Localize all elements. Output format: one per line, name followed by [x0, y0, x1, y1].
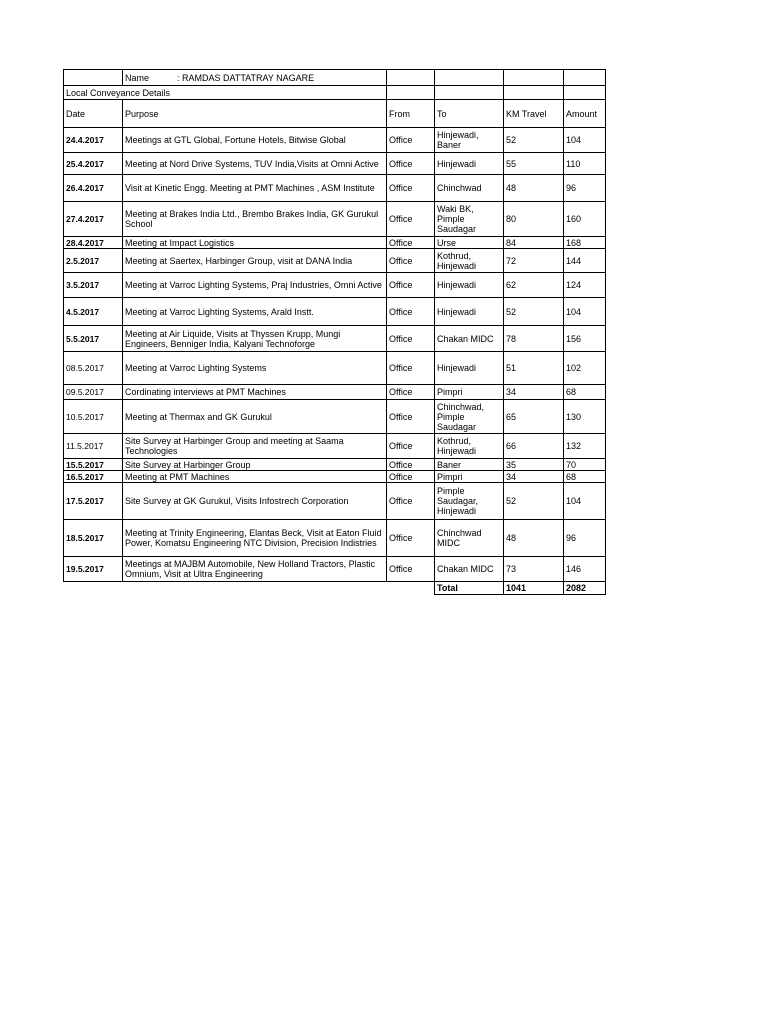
row-amount: 68 [564, 471, 606, 483]
column-header: Purpose [123, 100, 387, 128]
row-amount: 104 [564, 298, 606, 326]
row-to: Pimpri [435, 385, 504, 400]
row-from: Office [387, 128, 435, 153]
row-date: 24.4.2017 [64, 128, 123, 153]
row-km: 55 [504, 153, 564, 175]
row-to: Chakan MIDC [435, 557, 504, 582]
row-to: Pimple Saudagar, Hinjewadi [435, 483, 504, 520]
column-header: Date [64, 100, 123, 128]
row-to: Urse [435, 237, 504, 249]
table-row [64, 385, 606, 400]
row-to: Hinjewadi [435, 352, 504, 385]
total-km: 1041 [504, 582, 564, 595]
row-from: Office [387, 249, 435, 273]
total-label: Total [435, 582, 504, 595]
table-row [64, 202, 606, 237]
row-amount: 96 [564, 520, 606, 557]
row-amount: 70 [564, 459, 606, 471]
table-row [64, 471, 606, 483]
row-date: 5.5.2017 [64, 326, 123, 352]
row-purpose: Meeting at Varroc Lighting Systems, Arald Instt. [123, 298, 387, 326]
row-date: 08.5.2017 [64, 352, 123, 385]
row-amount: 102 [564, 352, 606, 385]
row-amount: 168 [564, 237, 606, 249]
row-purpose: Meetings at MAJBM Automobile, New Holland Tractors, Plastic Omnium, Visit at Ultra Engineering [123, 557, 387, 582]
table-row [64, 434, 606, 459]
row-amount: 130 [564, 400, 606, 434]
table-row [64, 483, 606, 520]
table-row [64, 153, 606, 175]
column-header-row [64, 100, 606, 128]
row-date: 09.5.2017 [64, 385, 123, 400]
section-title-row [64, 86, 606, 100]
row-km: 78 [504, 326, 564, 352]
table-row [64, 273, 606, 298]
row-amount: 124 [564, 273, 606, 298]
row-date: 2.5.2017 [64, 249, 123, 273]
row-from: Office [387, 471, 435, 483]
row-km: 62 [504, 273, 564, 298]
row-to: Pimpri [435, 471, 504, 483]
row-km: 52 [504, 298, 564, 326]
row-km: 51 [504, 352, 564, 385]
row-to: Kothrud, Hinjewadi [435, 434, 504, 459]
row-amount: 132 [564, 434, 606, 459]
row-to: Chinchwad MIDC [435, 520, 504, 557]
column-header: From [387, 100, 435, 128]
row-to: Chinchwad [435, 175, 504, 202]
row-amount: 156 [564, 326, 606, 352]
row-to: Waki BK, Pimple Saudagar [435, 202, 504, 237]
row-to: Baner [435, 459, 504, 471]
row-km: 65 [504, 400, 564, 434]
table-row [64, 237, 606, 249]
table-row [64, 400, 606, 434]
row-amount: 104 [564, 483, 606, 520]
row-km: 48 [504, 175, 564, 202]
row-date: 17.5.2017 [64, 483, 123, 520]
table-row [64, 520, 606, 557]
row-date: 26.4.2017 [64, 175, 123, 202]
row-date: 4.5.2017 [64, 298, 123, 326]
table-row [64, 298, 606, 326]
row-to: Chinchwad, Pimple Saudagar [435, 400, 504, 434]
row-purpose: Meeting at Nord Drive Systems, TUV India,Visits at Omni Active [123, 153, 387, 175]
row-purpose: Meeting at Trinity Engineering, Elantas Beck, Visit at Eaton Fluid Power, Komatsu Engineering NTC Division, Precision Indistries [123, 520, 387, 557]
row-purpose: Site Survey at Harbinger Group [123, 459, 387, 471]
conveyance-table [63, 69, 606, 595]
row-km: 72 [504, 249, 564, 273]
column-header: KM Travel [504, 100, 564, 128]
row-purpose: Meeting at Thermax and GK Gurukul [123, 400, 387, 434]
row-to: Hinjewadi [435, 153, 504, 175]
table-row [64, 249, 606, 273]
row-from: Office [387, 202, 435, 237]
row-km: 48 [504, 520, 564, 557]
row-from: Office [387, 273, 435, 298]
table-row [64, 175, 606, 202]
row-km: 34 [504, 385, 564, 400]
row-from: Office [387, 385, 435, 400]
row-km: 52 [504, 483, 564, 520]
row-from: Office [387, 483, 435, 520]
row-km: 35 [504, 459, 564, 471]
total-amount: 2082 [564, 582, 606, 595]
row-from: Office [387, 434, 435, 459]
column-header: Amount [564, 100, 606, 128]
row-date: 10.5.2017 [64, 400, 123, 434]
total-row [64, 582, 606, 595]
row-date: 11.5.2017 [64, 434, 123, 459]
row-to: Hinjewadi [435, 298, 504, 326]
row-km: 73 [504, 557, 564, 582]
row-to: Kothrud, Hinjewadi [435, 249, 504, 273]
row-date: 28.4.2017 [64, 237, 123, 249]
row-purpose: Visit at Kinetic Engg. Meeting at PMT Machines , ASM Institute [123, 175, 387, 202]
row-purpose: Meeting at Varroc Lighting Systems, Praj Industries, Omni Active [123, 273, 387, 298]
row-km: 52 [504, 128, 564, 153]
table-row [64, 459, 606, 471]
employee-name: Name : RAMDAS DATTATRAY NAGARE [123, 70, 387, 86]
row-km: 80 [504, 202, 564, 237]
row-purpose: Meeting at Impact Logistics [123, 237, 387, 249]
row-from: Office [387, 237, 435, 249]
row-amount: 110 [564, 153, 606, 175]
section-title: Local Conveyance Details [64, 86, 387, 100]
row-from: Office [387, 298, 435, 326]
row-purpose: Site Survey at Harbinger Group and meeting at Saama Technologies [123, 434, 387, 459]
row-from: Office [387, 557, 435, 582]
row-amount: 104 [564, 128, 606, 153]
row-amount: 144 [564, 249, 606, 273]
table-row [64, 557, 606, 582]
row-purpose: Meeting at Air Liquide, Visits at Thyssen Krupp, Mungi Engineers, Benniger India, Kalyani Technoforge [123, 326, 387, 352]
name-row [64, 70, 606, 86]
row-from: Office [387, 352, 435, 385]
row-km: 84 [504, 237, 564, 249]
table-row [64, 352, 606, 385]
row-date: 3.5.2017 [64, 273, 123, 298]
row-from: Office [387, 459, 435, 471]
row-date: 25.4.2017 [64, 153, 123, 175]
row-purpose: Site Survey at GK Gurukul, Visits Infostrech Corporation [123, 483, 387, 520]
row-purpose: Cordinating interviews at PMT Machines [123, 385, 387, 400]
row-from: Office [387, 520, 435, 557]
row-purpose: Meeting at Brakes India Ltd., Brembo Brakes India, GK Gurukul School [123, 202, 387, 237]
row-amount: 146 [564, 557, 606, 582]
row-to: Chakan MIDC [435, 326, 504, 352]
row-from: Office [387, 175, 435, 202]
conveyance-sheet [63, 69, 605, 595]
row-km: 34 [504, 471, 564, 483]
row-from: Office [387, 153, 435, 175]
row-km: 66 [504, 434, 564, 459]
table-row [64, 326, 606, 352]
row-date: 27.4.2017 [64, 202, 123, 237]
row-purpose: Meeting at Saertex, Harbinger Group, visit at DANA India [123, 249, 387, 273]
row-purpose: Meeting at Varroc Lighting Systems [123, 352, 387, 385]
row-date: 15.5.2017 [64, 459, 123, 471]
table-row [64, 128, 606, 153]
row-amount: 160 [564, 202, 606, 237]
row-purpose: Meeting at PMT Machines [123, 471, 387, 483]
row-date: 19.5.2017 [64, 557, 123, 582]
row-amount: 68 [564, 385, 606, 400]
row-to: Hinjewadi, Baner [435, 128, 504, 153]
row-purpose: Meetings at GTL Global, Fortune Hotels, Bitwise Global [123, 128, 387, 153]
row-from: Office [387, 326, 435, 352]
row-date: 16.5.2017 [64, 471, 123, 483]
row-from: Office [387, 400, 435, 434]
column-header: To [435, 100, 504, 128]
row-date: 18.5.2017 [64, 520, 123, 557]
row-to: Hinjewadi [435, 273, 504, 298]
row-amount: 96 [564, 175, 606, 202]
